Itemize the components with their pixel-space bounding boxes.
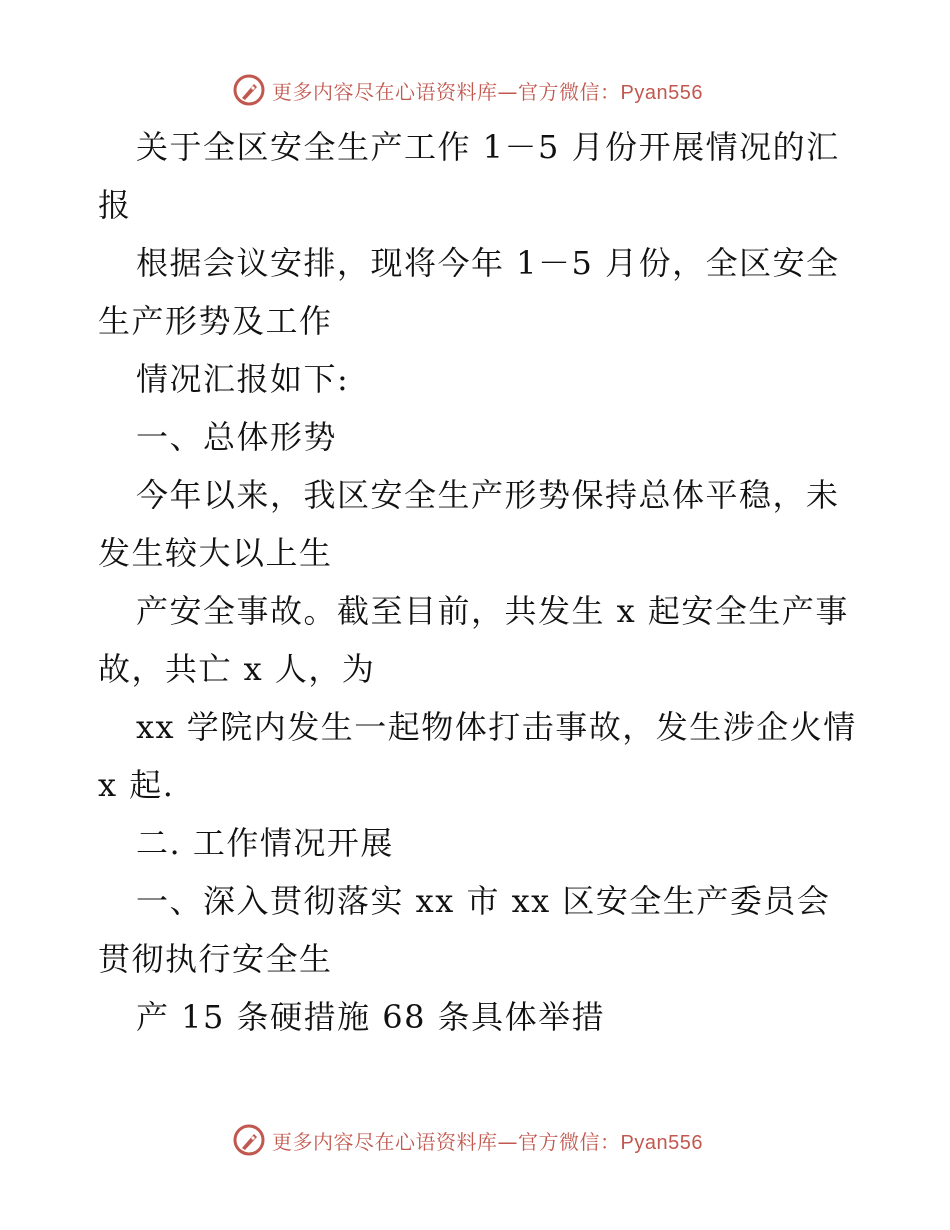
section-heading: 一、总体形势 <box>136 418 338 456</box>
paragraph: 情况汇报如下: <box>136 360 350 398</box>
footer-banner-wechat-id: Pyan556 <box>620 1131 703 1154</box>
header-banner-wechat-id: Pyan556 <box>620 81 703 104</box>
paragraph: xx 学院内发生一起物体打击事故，发生涉企火情 x 起. <box>98 708 857 804</box>
header-banner <box>232 72 703 108</box>
pen-nib-circle-icon <box>232 1123 266 1157</box>
header-banner-text <box>272 76 703 105</box>
footer-banner-cn: 更多内容尽在心语资料库—官方微信： <box>272 1129 621 1154</box>
document-body <box>98 118 858 1046</box>
paragraph: 根据会议安排，现将今年 1－5 月份，全区安全生产形势及工作 <box>98 244 840 340</box>
paragraph: 产安全事故。截至目前，共发生 x 起安全生产事故，共亡 x 人，为 <box>98 592 849 688</box>
pen-nib-circle-icon <box>232 73 266 107</box>
document-title: 关于全区安全生产工作 1－5 月份开展情况的汇报 <box>98 128 840 224</box>
paragraph: 一、深入贯彻落实 xx 市 xx 区安全生产委员会贯彻执行安全生 <box>98 882 831 978</box>
header-banner-cn: 更多内容尽在心语资料库—官方微信： <box>272 79 621 104</box>
footer-banner <box>232 1122 703 1158</box>
footer-banner-text <box>272 1126 703 1155</box>
paragraph: 今年以来，我区安全生产形势保持总体平稳，未发生较大以上生 <box>98 476 840 572</box>
paragraph: 产 15 条硬措施 68 条具体举措 <box>136 998 606 1036</box>
section-heading: 二. 工作情况开展 <box>136 824 394 862</box>
